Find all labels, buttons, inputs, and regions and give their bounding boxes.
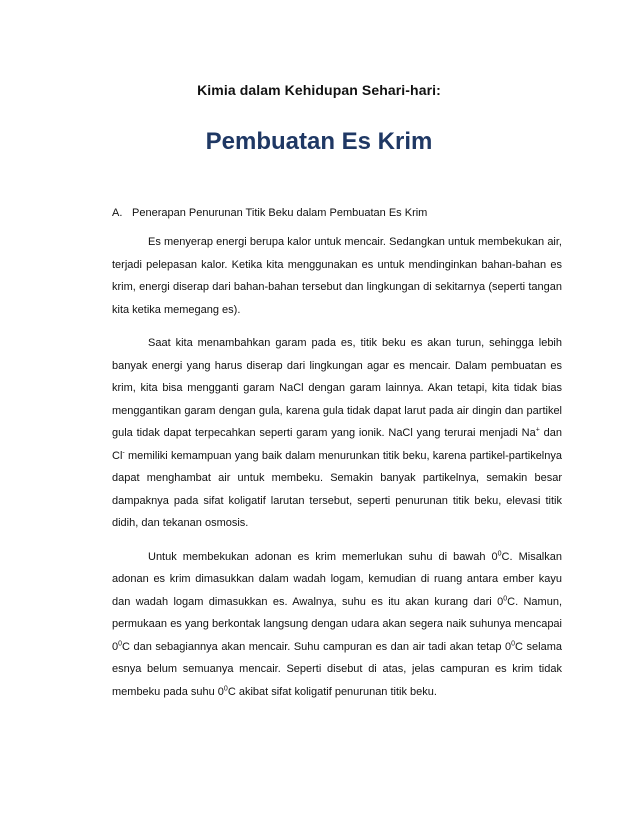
paragraph-3-text-b: C. Misalkan adonan es krim dimasukkan dalam wadah logam, kemudian di ruang antara ember kayu dan wadah logam dimasukkan es. Awalnya, suhu es itu akan kurang dari 0 bbox=[112, 550, 562, 608]
degree-superscript: 0 bbox=[118, 639, 123, 647]
paragraph-3-text-d: C dan sebagiannya akan mencair. Suhu campuran es dan air tadi akan tetap 0 bbox=[122, 640, 512, 653]
degree-superscript: 0 bbox=[503, 594, 508, 602]
paragraph-3-text-c: C. Namun, permukaan es yang berkontak langsung dengan udara akan segera naik suhunya mencapai 0 bbox=[112, 595, 562, 653]
paragraph-1: Es menyerap energi berupa kalor untuk mencair. Sedangkan untuk membekukan air, terjadi pelepasan kalor. Ketika kita menggunakan es untuk mendinginkan bahan-bahan es krim, energi diserap dari bahan-bahan tersebut dan lingkungan di sekitarnya (seperti tangan kita ketika memegang es). bbox=[112, 236, 562, 316]
paragraph-3 bbox=[112, 546, 562, 704]
paragraph-3-text-a: Untuk membekukan adonan es krim memerlukan suhu di bawah 0 bbox=[148, 550, 498, 563]
document-body bbox=[112, 205, 562, 714]
paragraph-3-text-e: C selama esnya belum semuanya mencair. Seperti disebut di atas, jelas campuran es krim tidak membeku pada suhu 0 bbox=[112, 640, 562, 698]
paragraph-2-text-b: dan Cl bbox=[112, 427, 562, 462]
paragraph-2-text-a: Saat kita menambahkan garam pada es, titik beku es akan turun, sehingga lebih banyak energi yang harus diserap dari lingkungan agar es mencair. Dalam pembuatan es krim, kita bisa mengganti garam NaCl dengan garam lainnya. Akan tetapi, kita tidak bias menggantikan garam dengan gula, karena gula tidak dapat larut pada air dingin dan partikel gula tidak dapat terpecahkan seperti garam yang ionik. NaCl yang terurai menjadi Na bbox=[112, 337, 562, 439]
superscript-plus: + bbox=[535, 426, 540, 434]
paragraph-3-text-f: C akibat sifat koligatif penurunan titik beku. bbox=[227, 685, 437, 698]
superscript-minus: - bbox=[122, 448, 125, 456]
paragraph-2-text-c: memiliki kemampuan yang baik dalam menurunkan titik beku, karena partikel-partikelnya dapat menghambat air untuk membeku. Semakin banyak partikelnya, semakin besar dampaknya pada sifat koligatif larutan tersebut, seperti penurunan titik beku, elevasi titik didih, dan tekanan osmosis. bbox=[112, 449, 562, 529]
degree-superscript: 0 bbox=[511, 639, 516, 647]
document-title: Pembuatan Es Krim bbox=[205, 128, 433, 155]
document-subtitle: Kimia dalam Kehidupan Sehari-hari: bbox=[197, 82, 441, 98]
paragraph-2 bbox=[112, 332, 562, 535]
degree-superscript: 0 bbox=[497, 549, 502, 557]
section-heading-text: Penerapan Penurunan Titik Beku dalam Pembuatan Es Krim bbox=[132, 207, 428, 219]
degree-superscript: 0 bbox=[223, 684, 228, 692]
section-heading bbox=[112, 205, 562, 221]
section-number: A. bbox=[112, 207, 123, 219]
